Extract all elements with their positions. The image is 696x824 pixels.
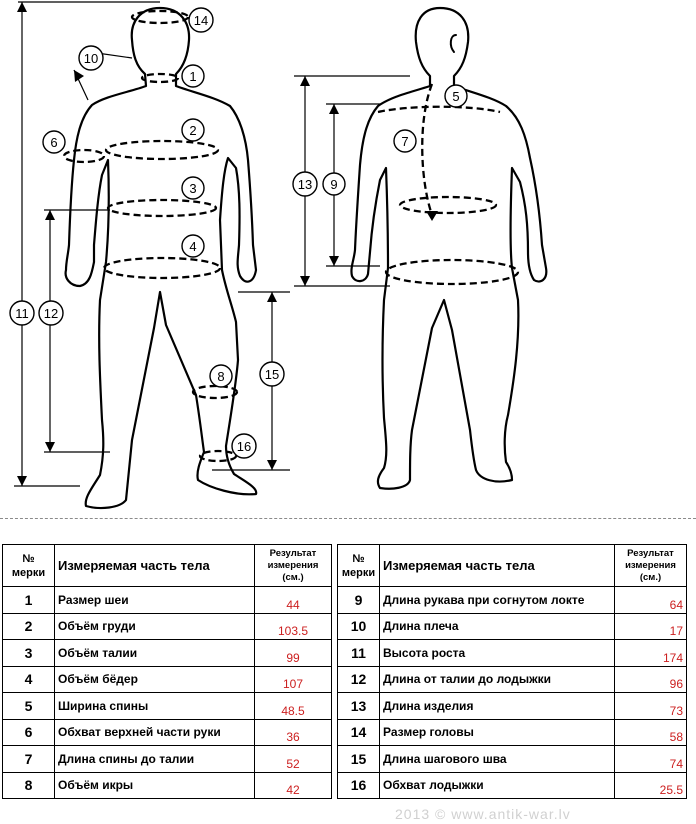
measure-number: 10 (338, 613, 380, 640)
marker-11 (10, 301, 34, 325)
svg-text:7: 7 (401, 134, 409, 149)
measure-value: 25.5 (615, 772, 687, 799)
col-header-number: № мерки (3, 545, 55, 587)
table-header-row (3, 545, 332, 587)
measure-part: Объём талии (55, 640, 255, 667)
table-row (338, 666, 687, 693)
measure-part: Длина от талии до лодыжки (380, 666, 615, 693)
col-header-number: № мерки (338, 545, 380, 587)
svg-text:11: 11 (15, 306, 29, 321)
measure-number: 1 (3, 587, 55, 614)
measure-part: Обхват лодыжки (380, 772, 615, 799)
measure-value: 174 (615, 640, 687, 667)
measure-value: 107 (255, 666, 332, 693)
back-body-outline (351, 8, 546, 489)
table-row (3, 666, 332, 693)
marker-6 (43, 131, 65, 153)
measure-value: 74 (615, 746, 687, 773)
svg-text:13: 13 (297, 177, 313, 192)
measure-number: 14 (338, 719, 380, 746)
measure-number: 15 (338, 746, 380, 773)
marker-4 (182, 235, 204, 257)
marker-9 (323, 173, 345, 195)
measure-value: 64 (615, 587, 687, 614)
measure-part: Высота роста (380, 640, 615, 667)
svg-text:3: 3 (189, 181, 197, 196)
table-row (3, 587, 332, 614)
marker-8 (210, 365, 232, 387)
table-row (3, 772, 332, 799)
svg-text:14: 14 (193, 13, 209, 28)
col-header-result: Результат измерения (см.) (255, 545, 332, 587)
table-row (3, 693, 332, 720)
table-row (338, 746, 687, 773)
table-row (3, 746, 332, 773)
measure-part: Длина шагового шва (380, 746, 615, 773)
svg-text:12: 12 (43, 306, 59, 321)
measure-part: Размер шеи (55, 587, 255, 614)
table-row (338, 772, 687, 799)
marker-2 (182, 119, 204, 141)
svg-text:6: 6 (50, 135, 58, 150)
measure-part: Длина спины до талии (55, 746, 255, 773)
measure-value: 96 (615, 666, 687, 693)
measure-part: Длина рукава при согнутом локте (380, 587, 615, 614)
table-row (3, 613, 332, 640)
marker-3 (182, 177, 204, 199)
measure-number: 5 (3, 693, 55, 720)
measure-number: 16 (338, 772, 380, 799)
measure-value: 52 (255, 746, 332, 773)
marker-10 (79, 46, 103, 70)
measure-part: Объём бёдер (55, 666, 255, 693)
marker-14 (189, 8, 213, 32)
col-header-body-part: Измеряемая часть тела (380, 545, 615, 587)
measure-part: Объём груди (55, 613, 255, 640)
table-row (338, 719, 687, 746)
measure-number: 11 (338, 640, 380, 667)
table-row (338, 613, 687, 640)
measure-value: 99 (255, 640, 332, 667)
measure-part: Длина изделия (380, 693, 615, 720)
measure-number: 7 (3, 746, 55, 773)
table-row (338, 640, 687, 667)
measurements-table-right (337, 544, 687, 799)
marker-16 (232, 434, 256, 458)
measure-value: 48.5 (255, 693, 332, 720)
section-divider (0, 518, 696, 519)
table-row (338, 693, 687, 720)
table-header-row (338, 545, 687, 587)
measure-value: 36 (255, 719, 332, 746)
measure-number: 8 (3, 772, 55, 799)
measure-number: 12 (338, 666, 380, 693)
svg-text:4: 4 (189, 239, 197, 254)
measure-number: 6 (3, 719, 55, 746)
svg-text:9: 9 (330, 177, 338, 192)
marker-7 (394, 130, 416, 152)
measure-part: Размер головы (380, 719, 615, 746)
svg-text:1: 1 (189, 69, 197, 84)
svg-text:2: 2 (189, 123, 197, 138)
marker-1 (182, 65, 204, 87)
measure-number: 13 (338, 693, 380, 720)
svg-text:16: 16 (236, 439, 252, 454)
measurements-table-left (2, 544, 332, 799)
marker-12 (39, 301, 63, 325)
measure-number: 4 (3, 666, 55, 693)
table-row (338, 587, 687, 614)
svg-text:8: 8 (217, 369, 225, 384)
measure-value: 73 (615, 693, 687, 720)
measure-number: 9 (338, 587, 380, 614)
measure-number: 3 (3, 640, 55, 667)
table-row (3, 640, 332, 667)
marker-15 (260, 362, 284, 386)
measure-part: Обхват верхней части руки (55, 719, 255, 746)
marker-5 (445, 85, 467, 107)
measure-part: Ширина спины (55, 693, 255, 720)
watermark-text: 2013 © www.antik-war.lv (395, 806, 571, 822)
marker-13 (293, 172, 317, 196)
measure-value: 103.5 (255, 613, 332, 640)
measure-value: 17 (615, 613, 687, 640)
measure-value: 44 (255, 587, 332, 614)
svg-text:15: 15 (264, 367, 280, 382)
measure-part: Объём икры (55, 772, 255, 799)
svg-text:10: 10 (83, 51, 99, 66)
col-header-result: Результат измерения (см.) (615, 545, 687, 587)
svg-text:5: 5 (452, 89, 460, 104)
measure-part: Длина плеча (380, 613, 615, 640)
table-row (3, 719, 332, 746)
measure-value: 42 (255, 772, 332, 799)
measure-number: 2 (3, 613, 55, 640)
measure-value: 58 (615, 719, 687, 746)
col-header-body-part: Измеряемая часть тела (55, 545, 255, 587)
